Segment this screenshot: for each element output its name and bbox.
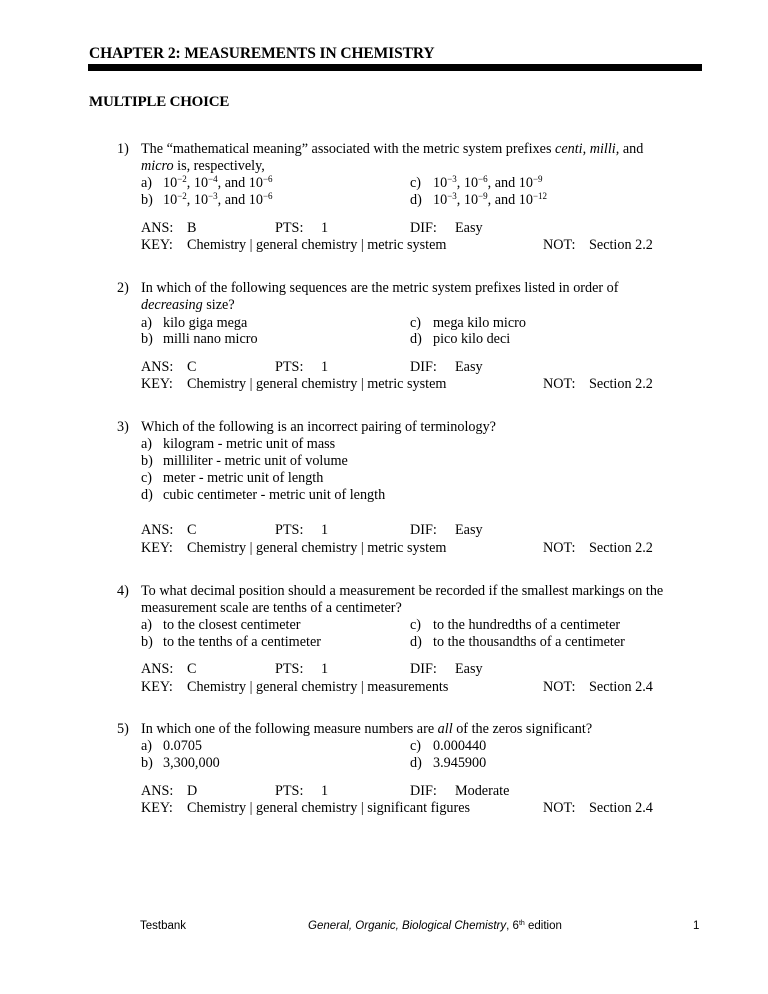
question-number: 3) bbox=[117, 419, 129, 435]
option-b-text: $10^{-2}$, $10^{-3}$, and $10^{-6}$ bbox=[163, 191, 273, 208]
stem-text: size? bbox=[202, 297, 235, 313]
question-number: 5) bbox=[117, 721, 129, 737]
option-b-text: milliliter - metric unit of volume bbox=[163, 453, 348, 469]
key-label: KEY: bbox=[141, 376, 173, 392]
stem-text: of the zeros significant? bbox=[452, 721, 593, 737]
not-label: NOT: bbox=[543, 540, 576, 556]
not-value: Section 2.2 bbox=[589, 237, 653, 253]
stem-italic: all bbox=[437, 721, 453, 737]
dif-value: Moderate bbox=[455, 783, 510, 799]
chapter-title: CHAPTER 2: MEASUREMENTS IN CHEMISTRY bbox=[89, 45, 435, 62]
pts-value: 1 bbox=[321, 522, 329, 538]
question-stem bbox=[141, 721, 592, 738]
section-heading: MULTIPLE CHOICE bbox=[89, 94, 230, 110]
option-label: c) bbox=[410, 315, 422, 331]
pts-value: 1 bbox=[321, 359, 329, 375]
ans-value: C bbox=[187, 661, 197, 677]
dif-label: DIF: bbox=[410, 220, 437, 236]
pts-value: 1 bbox=[321, 220, 329, 236]
option-label: c) bbox=[410, 738, 422, 754]
stem-text: is, respectively, bbox=[173, 158, 265, 174]
option-b-text: to the tenths of a centimeter bbox=[163, 634, 321, 650]
option-b-text: milli nano micro bbox=[163, 331, 258, 347]
option-c-text: $10^{-3}$, $10^{-6}$, and $10^{-9}$ bbox=[433, 174, 543, 191]
ans-value: D bbox=[187, 783, 198, 799]
dif-label: DIF: bbox=[410, 522, 437, 538]
question-number: 4) bbox=[117, 583, 129, 599]
question-stem: Which of the following is an incorrect pairing of terminology? bbox=[141, 419, 496, 435]
option-d-text: pico kilo deci bbox=[433, 331, 511, 347]
book-title-italic: General, Organic, Biological Chemistry bbox=[308, 920, 507, 932]
option-label: d) bbox=[410, 192, 422, 208]
pts-label: PTS: bbox=[275, 359, 304, 375]
page-number: 1 bbox=[693, 920, 700, 932]
question-stem-line2: measurement scale are tenths of a centimeter? bbox=[141, 600, 402, 616]
footer-testbank: Testbank bbox=[140, 920, 187, 932]
ans-value: C bbox=[187, 522, 197, 538]
option-d-text: cubic centimeter - metric unit of length bbox=[163, 487, 386, 503]
stem-italic: centi, milli, bbox=[555, 141, 620, 157]
ans-value: B bbox=[187, 220, 197, 236]
ans-label: ANS: bbox=[141, 783, 174, 799]
key-value: Chemistry | general chemistry | significant figures bbox=[187, 800, 471, 816]
question-number: 1) bbox=[117, 141, 129, 157]
pts-label: PTS: bbox=[275, 661, 304, 677]
option-label: c) bbox=[410, 175, 422, 191]
key-label: KEY: bbox=[141, 540, 173, 556]
option-a-text: 0.0705 bbox=[163, 738, 203, 754]
option-a-text: kilo giga mega bbox=[163, 315, 248, 331]
question-stem-line2 bbox=[141, 158, 265, 175]
pts-label: PTS: bbox=[275, 783, 304, 799]
ans-label: ANS: bbox=[141, 522, 174, 538]
title-rule-divider bbox=[88, 64, 702, 71]
option-label: b) bbox=[141, 755, 153, 771]
option-d-text: to the thousandths of a centimeter bbox=[433, 634, 625, 650]
option-label: b) bbox=[141, 192, 153, 208]
key-label: KEY: bbox=[141, 800, 173, 816]
question-stem: In which of the following sequences are the metric system prefixes listed in order of bbox=[141, 280, 619, 296]
dif-value: Easy bbox=[455, 359, 483, 375]
option-c-text: meter - metric unit of length bbox=[163, 470, 324, 486]
pts-value: 1 bbox=[321, 783, 329, 799]
not-value: Section 2.4 bbox=[589, 679, 653, 695]
option-label: a) bbox=[141, 436, 153, 452]
option-c-text: 0.000440 bbox=[433, 738, 487, 754]
dif-value: Easy bbox=[455, 522, 483, 538]
key-value: Chemistry | general chemistry | metric system bbox=[187, 376, 447, 392]
question-stem: To what decimal position should a measurement be recorded if the smallest markings on the bbox=[141, 583, 664, 599]
option-b-text: 3,300,000 bbox=[163, 755, 220, 771]
ans-label: ANS: bbox=[141, 359, 174, 375]
question-number: 2) bbox=[117, 280, 129, 296]
ans-label: ANS: bbox=[141, 220, 174, 236]
not-label: NOT: bbox=[543, 800, 576, 816]
option-label: c) bbox=[410, 617, 422, 633]
pts-label: PTS: bbox=[275, 220, 304, 236]
option-label: d) bbox=[410, 755, 422, 771]
option-label: d) bbox=[410, 634, 422, 650]
not-value: Section 2.2 bbox=[589, 376, 653, 392]
option-d-text: 3.945900 bbox=[433, 755, 487, 771]
stem-italic: micro bbox=[141, 158, 174, 174]
footer-book-title: General, Organic, Biological Chemistry, 6th edition bbox=[308, 920, 562, 932]
option-label: c) bbox=[141, 470, 153, 486]
ans-value: C bbox=[187, 359, 197, 375]
dif-value: Easy bbox=[455, 661, 483, 677]
not-label: NOT: bbox=[543, 237, 576, 253]
dif-label: DIF: bbox=[410, 359, 437, 375]
option-c-text: to the hundredths of a centimeter bbox=[433, 617, 621, 633]
option-label: d) bbox=[141, 487, 153, 503]
option-a-text: to the closest centimeter bbox=[163, 617, 301, 633]
stem-italic: decreasing bbox=[141, 297, 203, 313]
pts-value: 1 bbox=[321, 661, 329, 677]
option-label: d) bbox=[410, 331, 422, 347]
option-c-text: mega kilo micro bbox=[433, 315, 526, 331]
key-label: KEY: bbox=[141, 679, 173, 695]
option-label: a) bbox=[141, 315, 153, 331]
option-d-text: $10^{-3}$, $10^{-9}$, and $10^{-12}$ bbox=[433, 191, 548, 208]
key-value: Chemistry | general chemistry | measurements bbox=[187, 679, 449, 695]
option-label: b) bbox=[141, 634, 153, 650]
option-label: b) bbox=[141, 453, 153, 469]
question-stem-line2 bbox=[141, 297, 235, 314]
dif-value: Easy bbox=[455, 220, 483, 236]
question-stem bbox=[141, 141, 643, 158]
option-label: a) bbox=[141, 738, 153, 754]
option-label: a) bbox=[141, 617, 153, 633]
key-label: KEY: bbox=[141, 237, 173, 253]
not-value: Section 2.4 bbox=[589, 800, 653, 816]
dif-label: DIF: bbox=[410, 661, 437, 677]
stem-text: and bbox=[619, 141, 644, 157]
key-value: Chemistry | general chemistry | metric system bbox=[187, 237, 447, 253]
stem-text: The “mathematical meaning” associated with the metric system prefixes bbox=[141, 141, 556, 157]
option-a-text: kilogram - metric unit of mass bbox=[163, 436, 336, 452]
not-label: NOT: bbox=[543, 376, 576, 392]
option-a-text: $10^{-2}$, $10^{-4}$, and $10^{-6}$ bbox=[163, 174, 273, 191]
option-label: a) bbox=[141, 175, 153, 191]
ans-label: ANS: bbox=[141, 661, 174, 677]
not-label: NOT: bbox=[543, 679, 576, 695]
not-value: Section 2.2 bbox=[589, 540, 653, 556]
stem-text: In which one of the following measure numbers are bbox=[141, 721, 438, 737]
dif-label: DIF: bbox=[410, 783, 437, 799]
key-value: Chemistry | general chemistry | metric system bbox=[187, 540, 447, 556]
option-label: b) bbox=[141, 331, 153, 347]
pts-label: PTS: bbox=[275, 522, 304, 538]
